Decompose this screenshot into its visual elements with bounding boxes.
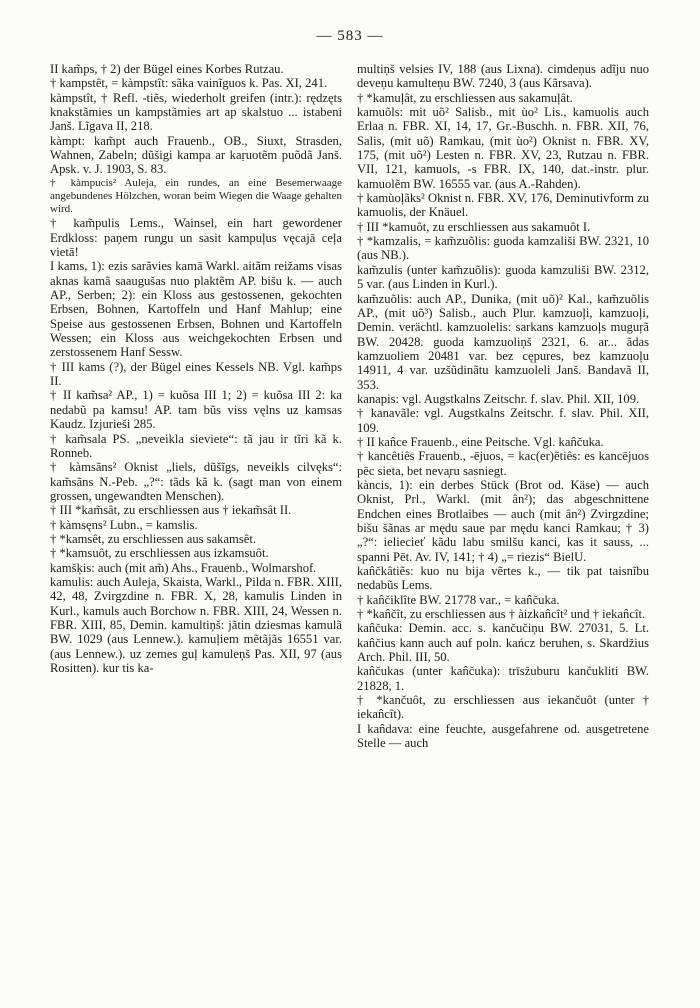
entry: kàmpstît, † Refl. -tiẽs, wiederholt greifen (intr.): rędzęts knakstãmies un kampstãmies art ap skalstuo ... istabeni Janš. Lĩgava II, 218. [50,90,342,134]
entry: II kam̃ps, † 2) der Bügel eines Korbes Rutzau. [50,62,284,76]
entry: † kan̂čiklîte BW. 21778 var., = kan̂čuka. [357,592,560,607]
entry: kam̃zuõlis: auch AP., Dunika, (mit uõ)² Kal., kam̃zuõlis AP., (mit uõ³) Salisb., auch Plur. kamzuoļi, kamzuoļi, Demin. verächtl. kamzuolelis: sarkans kamzuoļs muguŗã BW. 20428. guoda kamzuoliņš 2321, 6. ar... ãdas kamzuoliem 20481 var. bez cępures, bez kamzuoļu 14911, 4 var. uzšũdinãtu kamzuoleli Janš. Bandavã II, 353. [357,291,649,392]
entry: † II kam̃sa² AP., 1) = kuõsa III 1; 2) = kuõsa III 2: ka nedabũ pa kamsu! AP. tam bũs viss vęlns uz kamsas Kaudz. Izjurieši 285. [50,388,342,432]
entry: † III *kamuôt, zu erschliessen aus sakamuôt I. [357,219,591,234]
entry: † *kan̂čît, zu erschliessen aus † àizkan̂cît² und † iekan̂cît. [357,607,646,622]
page-number: — 583 — [316,28,384,44]
entry: † *kamzalis, = kam̃zuõlis: guoda kamzališi BW. 2321, 10 (aus NB.). [357,234,649,263]
left-column [50,62,342,675]
entry: † kanavãle: vgl. Augstkalns Zeitschr. f. slav. Phil. XII, 109. [357,406,649,435]
entry: kamulis: auch Auleja, Skaista, Warkl., Pilda n. FBR. XIII, 42, 48, Zvirgzdine n. FBR. X, 28, kamulis Linden in Kurl., kamuls auch Borchow n. FBR. XIII, 24, Wessen n. FBR. XIII, 85, Demin. kamultiņš: jãtin dziesmas kamulã BW. 1029 (aus Lennew.). kamuļiem mẽtãjãs 16551 var. (aus Lennew.). uz zemes guļ kamuleņš Pas. XII, 97 (aus Rositten). kur tis ka- [50,574,342,676]
entry: † kàmsęns² Lubn., = kamslis. [50,517,198,532]
entry: † III kams (?), der Bügel eines Kessels NB. Vgl. kam̃ps II. [50,359,342,389]
entry: † kàmsãns² Oknist „liels, dũšĩgs, neveikls cilvęks“: kam̃sãns N.-Peb. „?“: tãds kã k. (sagt man von einem grossen, ungewandten Menschen). [50,460,342,503]
entry: † *kamsêt, zu erschliessen aus sakamsêt. [50,531,256,546]
entry: kan̂čkâtiẽs: kuo nu bija vẽrtes k., — tik pat taisnĩbu nedabũs Lems. [357,564,649,593]
entry: † kamùoļãks² Oknist n. FBR. XV, 176, Deminutivform zu kamuolis, der Knäuel. [357,191,649,220]
entry: † II kan̂ce Frauenb., eine Peitsche. Vgl. kan̂čuka. [357,434,604,449]
entry: † *kamuļât, zu erschliessen aus sakamuļât. [357,90,573,105]
right-column [357,62,649,751]
entry: I kan̂dava: eine feuchte, ausgefahrene od. ausgetretene Stelle — auch [357,721,649,751]
entry: † kampstêt, = kàmpstît: sãka vainĩguos k. Pas. XI, 241. [50,76,328,91]
entry: kàmpt: kam̃pt auch Frauenb., OB., Siuxt, Strasden, Wahnen, Zabeln; dũšigi kampa ar kaṛuotẽm puõdã Janš. Apsk. v. J. 1903, S. 83. [50,133,342,177]
entry: I kams, 1): ezis sarãvies kamā Warkl. aitãm reižams visas aknas kamã saaugušas nuo plaktẽm AP. bišu k. — auch AP., Serben; 2): ein Kloss aus gestossenen, gekochten Erbsen, Bohnen, Kartoffeln und Hanf Mahlup; eine Speise aus gestossenen Erbsen, Bohnen und Kartoffeln Wessen; ein Kloss aus weichgekochten Erbsen und zerstossenem Hanf Sessw. [50,259,342,360]
entry: kàncis, 1): ein derbes Stück (Brot od. Käse) — auch Oknist, Prl., Warkl. (mit ân²); das abgeschnittene Endchen eines Brotlaibes — auch (mit ân²) Zvirgzdine; bišu šãnas ar mędu saue par mędu kanci Ramkau; † 3) „?“: ieliecieť kãdu labu smilšu kanci, kas it sauss, ... spanni Pēt. Av. IV, 141; † 4) „= riezis“ BielU. [357,477,649,564]
entry: † kam̃pulis Lems., Wainsel, ein hart gewordener Erdkloss: paņem run̦gu un sasit kampuļus vęcajā ceļa vietā! [50,216,342,260]
entry: kanapis: vgl. Augstkalns Zeitschr. f. slav. Phil. XII, 109. [357,391,640,406]
entry: † *kamsuôt, zu erschliessen aus izkamsuôt. [50,546,269,561]
entry: † III *kam̃sât, zu erschliessen aus † iekam̃sât II. [50,503,292,518]
entry: kamšķis: auch (mit am̃) Ahs., Frauenb., Wolmarshof. [50,560,317,575]
entry: † kam̃sala PS. „neveikla sieviete“: tã jau ir tĩri kã k. Ronneb. [50,431,342,460]
entry: kam̃zulis (unter kam̃zuõlis): guoda kamzuliši BW. 2312, 5 var. (aus Linden in Kurl.). [357,262,649,292]
entry: † *kančuôt, zu erschliessen aus iekančuôt (unter † iekan̂cît). [357,693,649,722]
entry: kan̂čuka: Demin. acc. s. kančučiņu BW. 27031, 5. Lt. kan̂čius kann auch auf poln. kańcz beruhen, s. Skardžius Arch. Phil. III, 50. [357,621,649,665]
entry: kamuõls: mit uõ² Salisb., mit ùo² Lis., kamuolis auch Erlaa n. FBR. XI, 14, 17, Gr.-Buschh. n. FBR. XII, 76, Salis, (mit uõ) Ramkau, (mit ùo²) Oknist n. FBR. XV, 175, (mit uõ²) Lesten n. FBR. XV, 23, Rutzau n. FBR. VII, 121, kamuols, -s FBR. IX, 140, dat.-instr. plur. kamuolẽm BW. 16555 var. (aus A.-Rahden). [357,105,649,191]
entry: † kàmpucis² Auleja, ein rundes, an eine Besemerwaage angebundenes Hölzchen, woran beim Wiegen die Waage gehalten wird. [50,176,342,216]
entry: kan̂čukas (unter kan̂čuka): trīsžuburu kančukliti BW. 21828, 1. [357,664,649,693]
entry: multiņš velsies IV, 188 (aus Lixna). cimdeņus adĩju nuo deveņu kamulteņu BW. 7240, 3 (aus Kãrsava). [357,62,649,91]
entry: † kancêtiês Frauenb., -ējuos, = kac(er)ẽtiês: es kancējuos pēc sieta, bet neva̦ru sasniegt. [357,449,649,478]
